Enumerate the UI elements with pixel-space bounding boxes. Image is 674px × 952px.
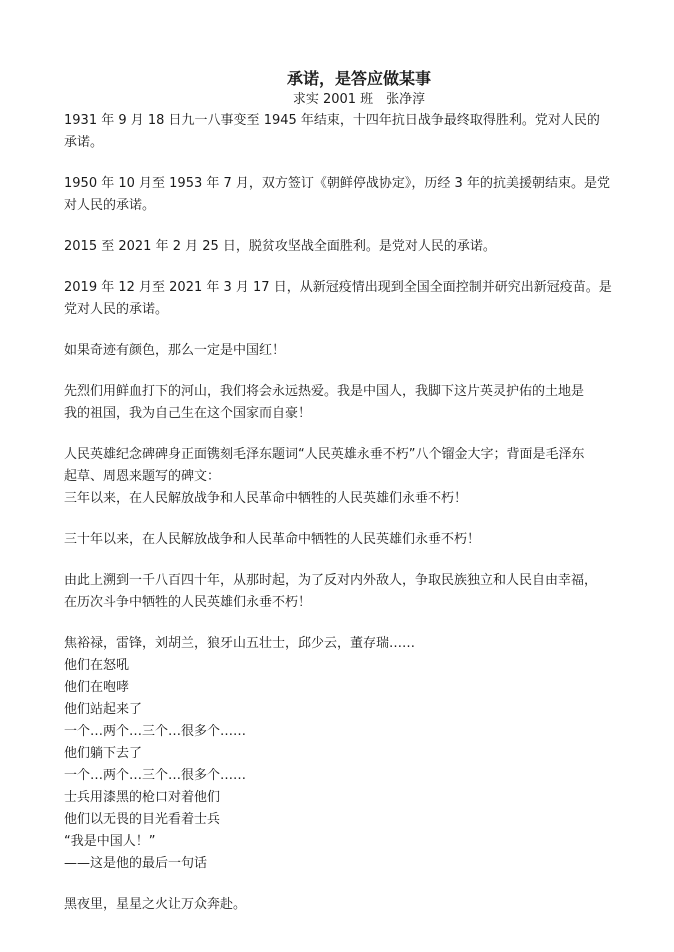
paragraph <box>64 633 634 875</box>
text-line: 2015 至 2021 年 2 月 25 日，脱贫攻坚战全面胜利。是党对人民的承诺。 <box>64 239 496 254</box>
paragraph <box>64 277 634 321</box>
text-line: 1931 年 9 月 18 日九一八事变至 1945 年结束，十四年抗日战争最终取得胜利。党对人民的 <box>64 113 600 128</box>
text-line: 我的祖国，我为自己生在这个国家而自豪！ <box>64 406 312 421</box>
paragraph <box>64 570 634 614</box>
text-line: 他们躺下去了 <box>64 746 143 761</box>
text-line: 1950 年 10 月至 1953 年 7 月，双方签订《朝鲜停战协定》，历经 3 年的抗美援朝结束。是党 <box>64 176 610 191</box>
text-line: 士兵用漆黑的枪口对着他们 <box>64 790 221 805</box>
text-line: 他们在咆哮 <box>64 680 130 695</box>
text-line: 承诺。 <box>64 135 104 150</box>
paragraph <box>64 340 634 362</box>
text-line: 三十年以来，在人民解放战争和人民革命中牺牲的人民英雄们永垂不朽！ <box>64 532 481 547</box>
paragraph <box>64 173 634 217</box>
paragraph <box>64 110 634 154</box>
text-line: 人民英雄纪念碑碑身正面镌刻毛泽东题词“人民英雄永垂不朽”八个镏金大字；背面是毛泽东 <box>64 447 585 462</box>
text-line: 由此上溯到一千八百四十年，从那时起，为了反对内外敌人，争取民族独立和人民自由幸福， <box>64 573 598 588</box>
text-line: 他们站起来了 <box>64 702 143 717</box>
paragraph <box>64 381 634 425</box>
paragraph <box>64 894 634 916</box>
text-line: 先烈们用鲜血打下的河山，我们将会永远热爱。我是中国人，我脚下这片英灵护佑的土地是 <box>64 384 585 399</box>
document-title: 承诺，是答应做某事 <box>286 69 431 88</box>
text-line: 起草、周恩来题写的碑文： <box>64 469 221 484</box>
text-line: 一个…两个…三个…很多个…… <box>64 768 247 783</box>
text-line: 2019 年 12 月至 2021 年 3 月 17 日，从新冠疫情出现到全国全面控制并研究出新冠疫苗。是 <box>64 280 612 295</box>
text-line: 焦裕禄，雷锋，刘胡兰，狼牙山五壮士，邱少云，董存瑞…… <box>64 636 416 651</box>
text-line: ——这是他的最后一句话 <box>64 856 208 871</box>
text-line: 他们在怒吼 <box>64 658 130 673</box>
text-line: 如果奇迹有颜色，那么一定是中国红！ <box>64 343 286 358</box>
document-author: 求实 2001 班 张净淳 <box>292 92 426 107</box>
text-line: 一个…两个…三个…很多个…… <box>64 724 247 739</box>
document-body <box>64 110 634 916</box>
text-line: “我是中国人！” <box>64 834 156 849</box>
paragraph <box>64 529 634 551</box>
paragraph <box>64 444 634 510</box>
text-line: 三年以来，在人民解放战争和人民革命中牺牲的人民英雄们永垂不朽！ <box>64 491 468 506</box>
text-line: 党对人民的承诺。 <box>64 302 169 317</box>
text-line: 对人民的承诺。 <box>64 198 156 213</box>
text-line: 他们以无畏的目光看着士兵 <box>64 812 221 827</box>
paragraph <box>64 236 634 258</box>
text-line: 黑夜里，星星之火让万众奔赴。 <box>64 897 247 912</box>
text-line: 在历次斗争中牺牲的人民英雄们永垂不朽！ <box>64 595 312 610</box>
